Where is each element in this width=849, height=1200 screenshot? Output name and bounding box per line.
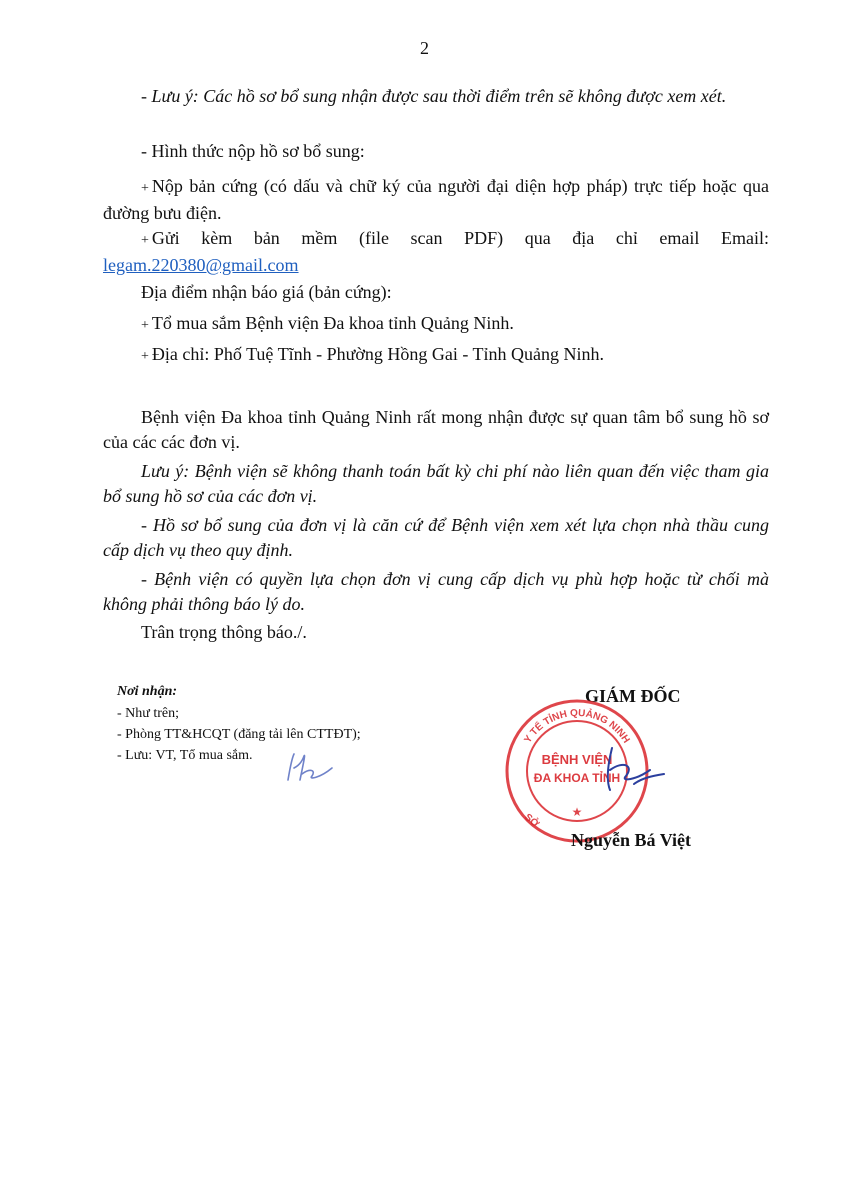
location-unit xyxy=(141,313,514,334)
recipient-item: - Phòng TT&HCQT (đăng tải lên CTTĐT); xyxy=(117,727,361,742)
signer-title: GIÁM ĐỐC xyxy=(585,686,681,706)
method-hard-copy xyxy=(103,174,769,226)
submit-methods-heading: - Hình thức nộp hồ sơ bổ sung: xyxy=(141,141,365,161)
plus-bullet: + xyxy=(141,318,149,333)
regards: Trân trọng thông báo./. xyxy=(141,622,307,642)
plus-bullet: + xyxy=(141,349,149,364)
plus-bullet: + xyxy=(141,233,149,248)
location-address-text: Địa chỉ: Phố Tuệ Tĩnh - Phường Hồng Gai - Tỉnh Quảng Ninh. xyxy=(151,344,605,364)
plus-bullet: + xyxy=(141,181,149,196)
note-basis: - Hồ sơ bổ sung của đơn vị là căn cứ để Bệnh viện xem xét lựa chọn nhà thầu cung cấp dịch vụ theo quy định. xyxy=(103,515,769,560)
seal-bottom-text: SỞ xyxy=(522,811,541,831)
location-unit-text: Tổ mua sắm Bệnh viện Đa khoa tỉnh Quảng Ninh. xyxy=(151,313,514,333)
handwritten-signature xyxy=(590,740,670,800)
method-hard-copy-text: Nộp bản cứng (có dấu và chữ ký của người đại diện hợp pháp) trực tiếp hoặc qua đường bưu điện. xyxy=(103,176,769,223)
seal-line2: ĐA KHOA TỈNH xyxy=(533,771,621,785)
method-soft-copy xyxy=(103,226,769,278)
seal-line1: BỆNH VIỆN xyxy=(541,752,613,767)
location-heading: Địa điểm nhận báo giá (bản cứng): xyxy=(141,282,392,302)
recipient-item: - Lưu: VT, Tổ mua sắm. xyxy=(117,748,253,763)
initials-mark xyxy=(280,750,338,786)
location-address xyxy=(141,344,604,365)
seal-star-icon: ★ xyxy=(571,805,583,819)
recipients-title: Nơi nhận: xyxy=(117,684,178,699)
signer-name: Nguyễn Bá Việt xyxy=(571,830,692,850)
note-late-submission: - Lưu ý: Các hồ sơ bổ sung nhận được sau thời điểm trên sẽ không được xem xét. xyxy=(141,86,727,106)
page-number: 2 xyxy=(420,38,429,58)
recipient-item: - Như trên; xyxy=(117,706,180,721)
email-link[interactable]: legam.220380@gmail.com xyxy=(103,255,299,275)
method-soft-copy-text: Gửi kèm bản mềm (file scan PDF) qua địa chỉ email Email: xyxy=(151,228,769,248)
note-right-to-choose: - Bệnh viện có quyền lựa chọn đơn vị cung cấp dịch vụ phù hợp hoặc từ chối mà không phải thông báo lý do. xyxy=(103,569,769,614)
note-no-cost: Lưu ý: Bệnh viện sẽ không thanh toán bất kỳ chi phí nào liên quan đến việc tham gia bổ sung hồ sơ của các đơn vị. xyxy=(103,461,769,506)
seal-outer-text: Y TẾ TỈNH QUẢNG NINH xyxy=(522,707,632,746)
closing-paragraph: Bệnh viện Đa khoa tỉnh Quảng Ninh rất mong nhận được sự quan tâm bổ sung hồ sơ của các các đơn vị. xyxy=(103,407,769,452)
